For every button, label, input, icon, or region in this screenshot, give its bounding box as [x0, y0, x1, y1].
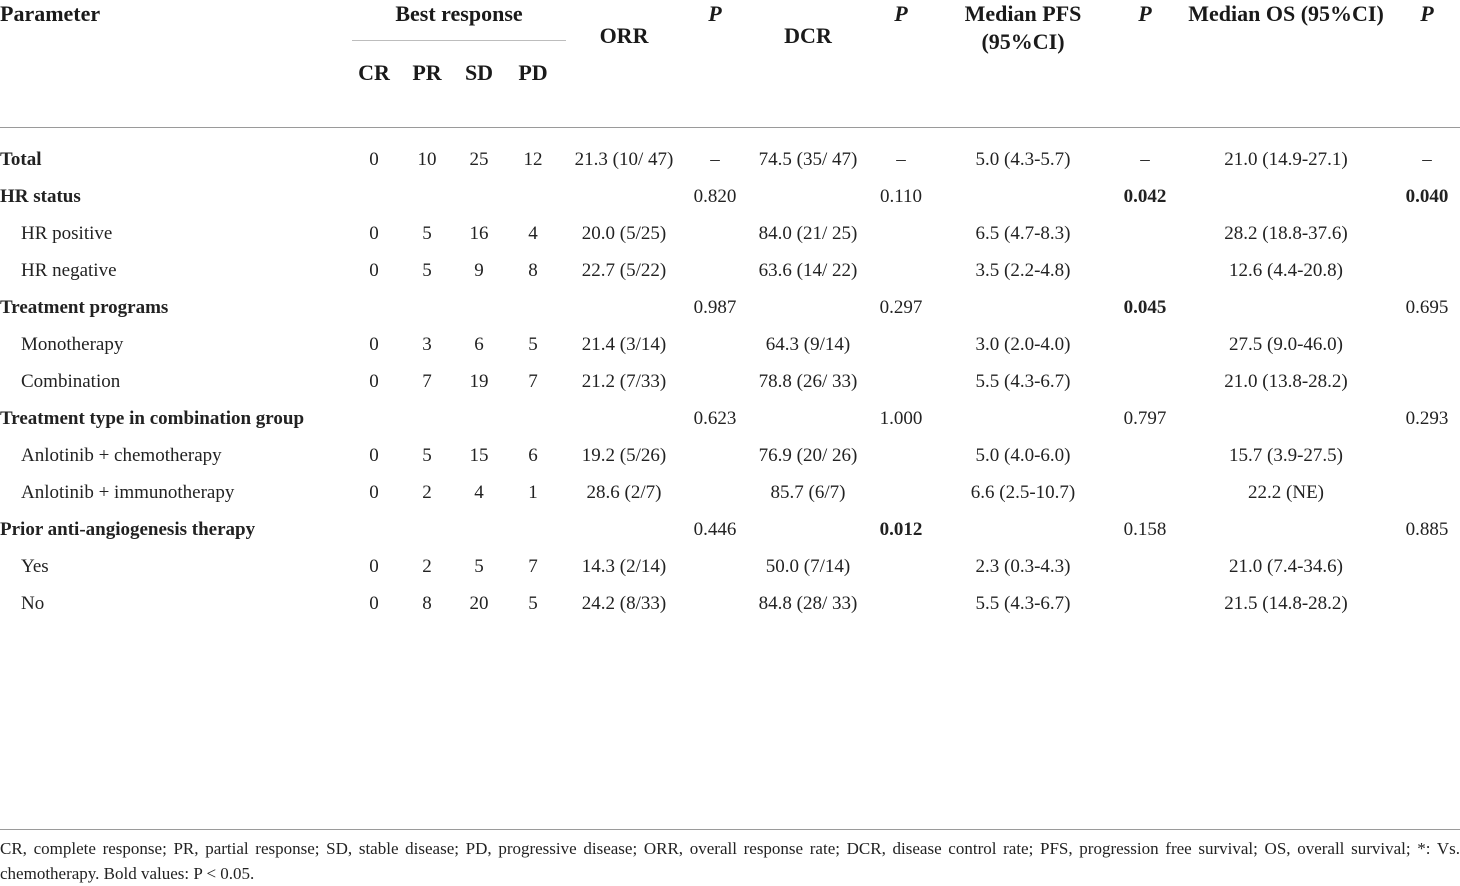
cell-sd	[458, 294, 500, 331]
cell-pd: 4	[528, 223, 538, 244]
cell-pr: 7	[422, 371, 432, 392]
cell-parameter: Treatment type in combination group	[0, 408, 305, 429]
header-median-os: Median OS (95%CI)	[1188, 1, 1384, 26]
cell-orr: 14.3 (2/14)	[581, 556, 667, 577]
cell-pd: 5	[528, 334, 538, 355]
cell-pr	[396, 294, 458, 331]
cell-orr: 22.7 (5/22)	[581, 260, 667, 281]
cell-orr: 21.4 (3/14)	[581, 334, 667, 355]
cell-median-pfs: 6.5 (4.7-8.3)	[975, 223, 1071, 244]
cell-median-pfs: 6.6 (2.5-10.7)	[970, 482, 1076, 503]
cell-p-pfs	[1112, 257, 1178, 294]
cell-cr: 0	[369, 371, 379, 392]
header-p-pfs: P	[1138, 1, 1152, 26]
cell-parameter: Prior anti-angiogenesis therapy	[0, 519, 256, 540]
cell-orr	[566, 294, 682, 331]
cell-p-pfs	[1112, 220, 1178, 257]
header-median-pfs: Median PFS (95%CI)	[964, 1, 1082, 54]
cell-p-dcr	[868, 442, 934, 479]
cell-pd: 6	[528, 445, 538, 466]
cell-parameter: Yes	[21, 556, 49, 577]
table-row	[0, 442, 1460, 479]
table-row	[0, 590, 1460, 627]
cell-dcr	[748, 294, 868, 331]
cell-orr: 28.6 (2/7)	[586, 482, 662, 503]
header-best-response: Best response	[352, 0, 566, 41]
cell-pd	[500, 516, 566, 553]
cell-pr	[396, 516, 458, 553]
cell-p-dcr: 0.110	[879, 186, 923, 207]
cell-p-pfs	[1112, 479, 1178, 516]
cell-p-os	[1394, 479, 1460, 516]
cell-p-dcr: 1.000	[879, 408, 923, 429]
cell-p-os	[1394, 553, 1460, 590]
cell-orr	[566, 405, 682, 442]
cell-median-os: 15.7 (3.9-27.5)	[1229, 445, 1343, 466]
cell-sd	[458, 405, 500, 442]
cell-median-pfs: 5.5 (4.3-6.7)	[975, 593, 1071, 614]
cell-parameter: Total	[0, 149, 42, 170]
table-body	[0, 128, 1460, 628]
cell-dcr: 50.0 (7/14)	[765, 556, 851, 577]
cell-p-pfs: 0.042	[1123, 186, 1167, 207]
cell-parameter: Anlotinib + chemotherapy	[21, 445, 222, 466]
cell-p-orr	[682, 257, 748, 294]
cell-p-pfs	[1112, 590, 1178, 627]
cell-dcr: 78.8 (26/ 33)	[758, 371, 858, 392]
cell-parameter: HR status	[0, 186, 81, 207]
cell-dcr: 74.5 (35/ 47)	[758, 149, 858, 170]
cell-sd: 19	[469, 371, 489, 392]
cell-cr	[352, 516, 396, 553]
table-row	[0, 479, 1460, 516]
cell-median-os	[1178, 405, 1394, 442]
cell-dcr	[748, 405, 868, 442]
cell-pr: 10	[417, 149, 437, 170]
header-pd: PD	[518, 60, 548, 85]
cell-p-os: –	[1422, 149, 1432, 170]
cell-median-os	[1178, 183, 1394, 220]
cell-p-os: 0.293	[1405, 408, 1449, 429]
cell-median-pfs: 5.5 (4.3-6.7)	[975, 371, 1071, 392]
cell-median-pfs: 3.5 (2.2-4.8)	[975, 260, 1071, 281]
cell-cr: 0	[369, 593, 379, 614]
cell-orr	[566, 183, 682, 220]
cell-dcr	[748, 516, 868, 553]
cell-median-os: 28.2 (18.8-37.6)	[1224, 223, 1348, 244]
cell-pd: 12	[523, 149, 543, 170]
cell-p-pfs	[1112, 368, 1178, 405]
cell-sd	[458, 183, 500, 220]
table-row	[0, 257, 1460, 294]
cell-p-orr: –	[710, 149, 720, 170]
cell-pd: 1	[528, 482, 538, 503]
cell-p-pfs	[1112, 331, 1178, 368]
cell-median-os	[1178, 294, 1394, 331]
cell-p-dcr: 0.297	[879, 297, 923, 318]
table-group-row	[0, 405, 1460, 442]
cell-cr	[352, 183, 396, 220]
cell-p-orr	[682, 220, 748, 257]
cell-median-os: 21.5 (14.8-28.2)	[1224, 593, 1348, 614]
cell-pd	[500, 183, 566, 220]
cell-p-dcr	[868, 479, 934, 516]
cell-pr: 2	[422, 482, 432, 503]
cell-sd: 15	[469, 445, 489, 466]
cell-p-orr: 0.987	[693, 297, 737, 318]
cell-pd: 7	[528, 556, 538, 577]
table-group-row	[0, 294, 1460, 331]
cell-parameter: Monotherapy	[21, 334, 124, 355]
cell-median-os: 21.0 (13.8-28.2)	[1224, 371, 1348, 392]
cell-p-orr: 0.820	[693, 186, 737, 207]
cell-cr: 0	[369, 445, 379, 466]
cell-pr: 5	[422, 223, 432, 244]
cell-median-pfs	[934, 183, 1112, 220]
header-orr: ORR	[599, 23, 649, 48]
cell-p-os	[1394, 590, 1460, 627]
cell-median-pfs	[934, 405, 1112, 442]
cell-parameter: HR positive	[21, 223, 113, 244]
cell-p-dcr: –	[896, 149, 906, 170]
table-footnote: CR, complete response; PR, partial response; SD, stable disease; PD, progressive disease; ORR, overall response rate; DCR, disease control rate; PFS, progression free survival; OS, overall survival; *: Vs. chemotherapy. Bold values: P < 0.05.	[0, 829, 1460, 886]
cell-orr	[566, 516, 682, 553]
cell-dcr	[748, 183, 868, 220]
cell-parameter: Treatment programs	[0, 297, 169, 318]
table-row	[0, 331, 1460, 368]
header-p-dcr: P	[894, 1, 908, 26]
table-header	[0, 0, 1460, 128]
cell-p-os: 0.885	[1405, 519, 1449, 540]
cell-orr: 24.2 (8/33)	[581, 593, 667, 614]
cell-pd: 8	[528, 260, 538, 281]
cell-sd: 9	[474, 260, 484, 281]
cell-dcr: 64.3 (9/14)	[765, 334, 851, 355]
cell-pr: 5	[422, 445, 432, 466]
cell-dcr: 84.0 (21/ 25)	[758, 223, 858, 244]
header-cr: CR	[358, 60, 390, 85]
cell-p-orr: 0.623	[693, 408, 737, 429]
cell-cr: 0	[369, 482, 379, 503]
cell-sd: 20	[469, 593, 489, 614]
cell-pd: 5	[528, 593, 538, 614]
cell-median-pfs: 3.0 (2.0-4.0)	[975, 334, 1071, 355]
cell-pr: 8	[422, 593, 432, 614]
header-dcr: DCR	[784, 23, 832, 48]
cell-median-pfs	[934, 294, 1112, 331]
cell-sd: 6	[474, 334, 484, 355]
cell-orr: 21.3 (10/ 47)	[574, 149, 674, 170]
cell-parameter: No	[21, 593, 45, 614]
cell-p-pfs: 0.158	[1123, 519, 1167, 540]
cell-p-pfs: 0.045	[1123, 297, 1167, 318]
cell-pd	[500, 294, 566, 331]
cell-p-orr	[682, 368, 748, 405]
cell-parameter: Anlotinib + immunotherapy	[21, 482, 235, 503]
cell-p-os	[1394, 331, 1460, 368]
header-parameter: Parameter	[0, 1, 101, 26]
header-p-orr: P	[708, 1, 722, 26]
cell-p-orr	[682, 479, 748, 516]
cell-p-orr	[682, 331, 748, 368]
cell-p-orr	[682, 442, 748, 479]
cell-pd	[500, 405, 566, 442]
cell-p-pfs	[1112, 442, 1178, 479]
cell-parameter: Combination	[21, 371, 121, 392]
header-sd: SD	[464, 60, 494, 85]
cell-p-os	[1394, 442, 1460, 479]
cell-sd: 4	[474, 482, 484, 503]
cell-p-os	[1394, 368, 1460, 405]
cell-sd	[458, 516, 500, 553]
cell-parameter: HR negative	[21, 260, 117, 281]
cell-median-os	[1178, 516, 1394, 553]
cell-p-orr	[682, 553, 748, 590]
cell-sd: 25	[469, 149, 489, 170]
header-pr: PR	[412, 60, 442, 85]
cell-p-dcr: 0.012	[879, 519, 923, 540]
cell-orr: 19.2 (5/26)	[581, 445, 667, 466]
table-group-row	[0, 183, 1460, 220]
cell-cr	[352, 294, 396, 331]
cell-dcr: 63.6 (14/ 22)	[758, 260, 858, 281]
cell-pr: 5	[422, 260, 432, 281]
cell-orr: 20.0 (5/25)	[581, 223, 667, 244]
table-row	[0, 220, 1460, 257]
cell-pr	[396, 405, 458, 442]
cell-cr	[352, 405, 396, 442]
cell-pr: 2	[422, 556, 432, 577]
cell-orr: 21.2 (7/33)	[581, 371, 667, 392]
cell-median-os: 27.5 (9.0-46.0)	[1229, 334, 1343, 355]
cell-sd: 5	[474, 556, 484, 577]
table-group-row	[0, 516, 1460, 553]
cell-p-os	[1394, 257, 1460, 294]
cell-median-pfs: 5.0 (4.0-6.0)	[975, 445, 1071, 466]
cell-p-pfs: –	[1140, 149, 1150, 170]
cell-dcr: 76.9 (20/ 26)	[758, 445, 858, 466]
cell-dcr: 85.7 (6/7)	[770, 482, 846, 503]
cell-pd: 7	[528, 371, 538, 392]
cell-cr: 0	[369, 149, 379, 170]
cell-pr	[396, 183, 458, 220]
cell-sd: 16	[469, 223, 489, 244]
cell-p-dcr	[868, 553, 934, 590]
cell-median-os: 21.0 (14.9-27.1)	[1224, 149, 1348, 170]
cell-p-orr: 0.446	[693, 519, 737, 540]
cell-median-pfs: 2.3 (0.3-4.3)	[975, 556, 1071, 577]
cell-median-os: 12.6 (4.4-20.8)	[1229, 260, 1343, 281]
cell-pr: 3	[422, 334, 432, 355]
table-row	[0, 553, 1460, 590]
cell-cr: 0	[369, 260, 379, 281]
header-p-os: P	[1420, 1, 1434, 26]
table-group-row	[0, 128, 1460, 184]
cell-p-os: 0.040	[1405, 186, 1449, 207]
cell-p-orr	[682, 590, 748, 627]
cell-p-pfs: 0.797	[1123, 408, 1167, 429]
cell-p-pfs	[1112, 553, 1178, 590]
cell-p-os: 0.695	[1405, 297, 1449, 318]
cell-p-dcr	[868, 331, 934, 368]
cell-cr: 0	[369, 223, 379, 244]
cell-p-os	[1394, 220, 1460, 257]
cell-p-dcr	[868, 257, 934, 294]
cell-median-os: 22.2 (NE)	[1248, 482, 1324, 503]
cell-cr: 0	[369, 334, 379, 355]
cell-median-pfs: 5.0 (4.3-5.7)	[975, 149, 1071, 170]
cell-p-dcr	[868, 590, 934, 627]
cell-p-dcr	[868, 368, 934, 405]
table-row	[0, 368, 1460, 405]
cell-dcr: 84.8 (28/ 33)	[758, 593, 858, 614]
cell-median-os: 21.0 (7.4-34.6)	[1229, 556, 1343, 577]
cell-p-dcr	[868, 220, 934, 257]
cell-median-pfs	[934, 516, 1112, 553]
cell-cr: 0	[369, 556, 379, 577]
